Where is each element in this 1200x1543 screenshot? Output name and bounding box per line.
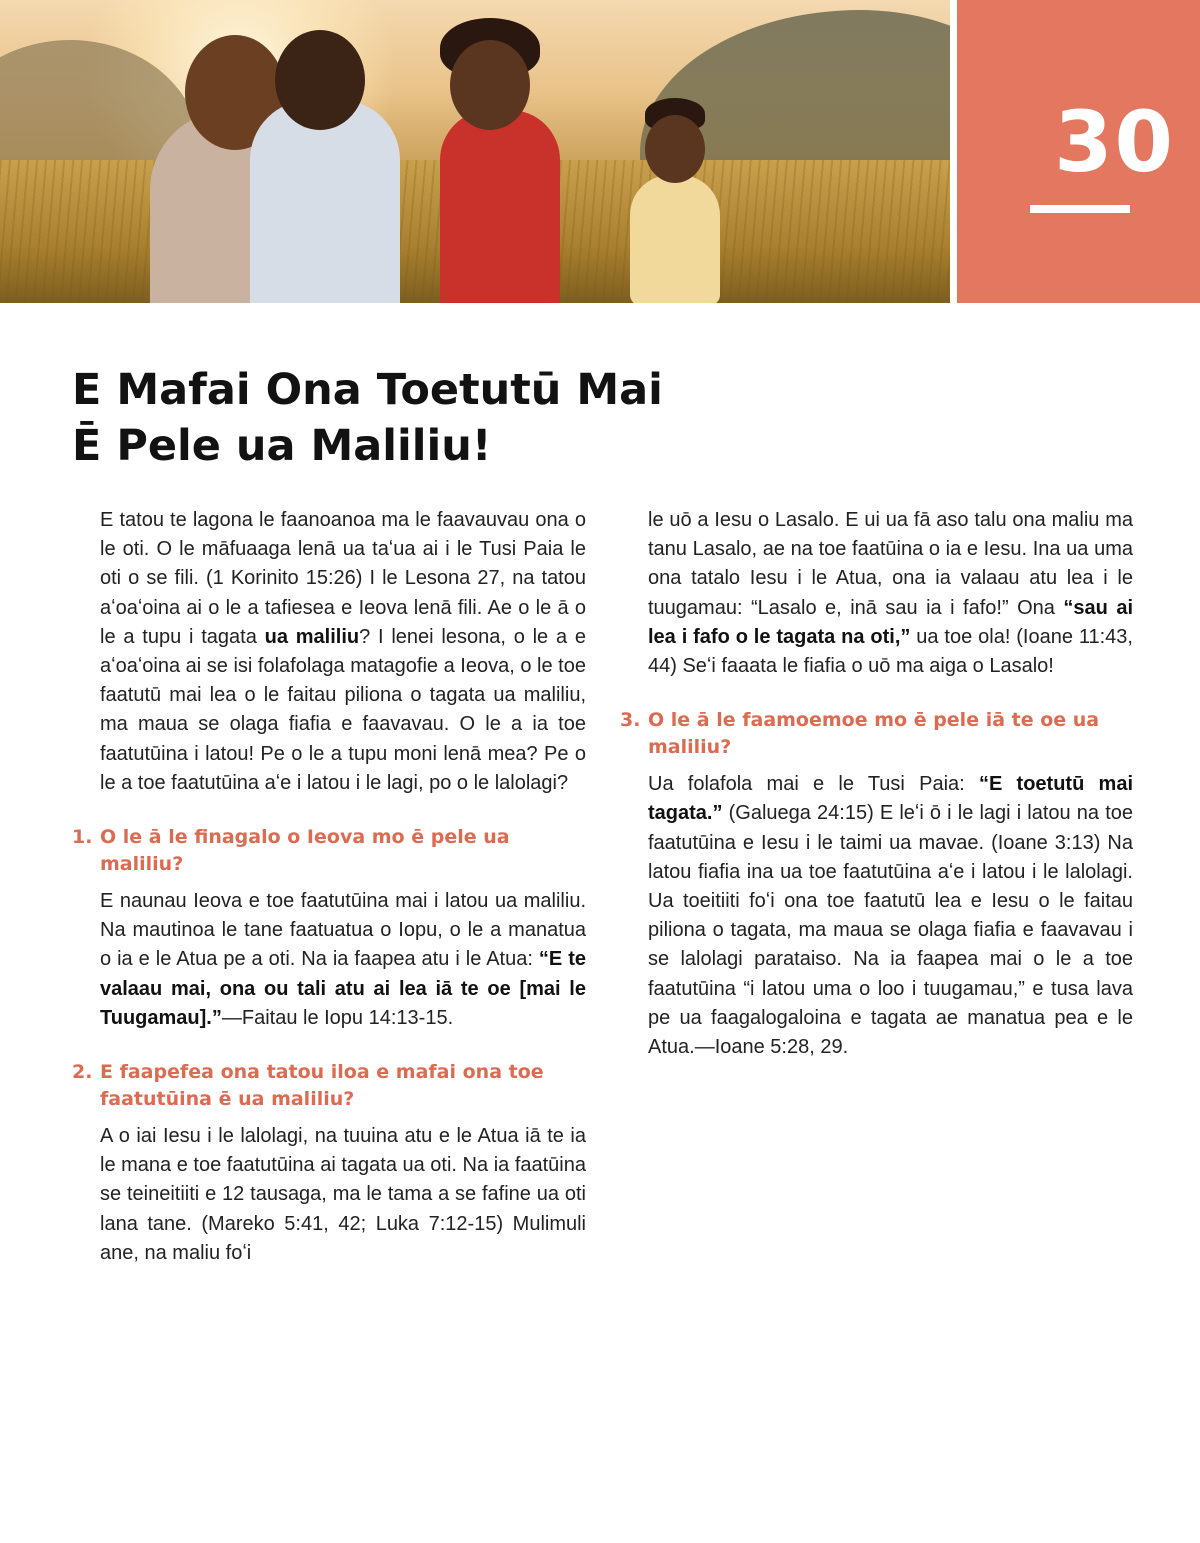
answer-2-text-1: A o iai Iesu i le lalolagi, na tuuina atu e le Atua iā te ia le mana e toe faatutūina ai tagata ua oti. Na ia faatūina se teineitiiti e 12 tausaga, ma le tama a se fafine ua oti lana tane. (Mareko 5:41, 42; Luka 7:12-15) Mulimuli ane, na maliu foʻi [100,1125,586,1264]
answer-1-text-2: —Faitau le Iopu 14:13-15. [221,1006,454,1029]
answer-3 [620,770,1133,1062]
intro-text-1: E tatou te lagona le faanoanoa ma le faavauvau ona o le oti. O le māfuaaga lenā ua taʻua ai i le Tusi Paia le oti o se fili. (1 Korinito 15:26) I le Lesona 27, na tatou aʻoaʻoina ai o le a tafiesea e Ieova lenā fili. Ae o le ā o le a tupu i tagata [100,509,586,648]
hero-photo [0,0,950,303]
answer-2-text-2: le uō a Iesu o Lasalo. E ui ua fā aso talu ona maliu ma tanu Lasalo, ae na toe faatūina o ia e Iesu. Ina ua uma ona tatalo Iesu i le Atua, ona ia valaau atu lea i le tuugamau: “Lasalo e, inā sau ia i fafo!” Ona [648,509,1133,619]
answer-3-text-2: (Galuega 24:15) E leʻi ō i le lagi i latou na toe faatutūina e Iesu i le taimi ua mavae. (Ioane 3:13) Na latou fiafia ina ua toe faatutūina aʻe i latou i le lalolagi. Ua toeitiiti foʻi ona toe faatutū lea e Iesu o le faitau piliona o tagata, ma maua se olaga fiafia e faavavau i se lalolagi parataiso. Na ia faapea mai o le a toe faatutūina “i latou uma o loo i tuugamau,” e tusa lava pe ua faagalogaloina e tagata ae manatua pea e le Atua.—Ioane 5:28, 29. [648,802,1133,1059]
answer-1 [72,887,586,1033]
question-1-text: O le ā le finagalo o Ieova mo ē pele ua maliliu? [100,826,510,876]
answer-2-part-2 [620,506,1133,681]
title-line-2: Ē Pele ua Maliliu! [72,421,492,471]
intro-paragraph [72,506,586,798]
question-2-text: E faapefea ona tatou iloa e mafai ona toe faatutūina ē ua maliliu? [100,1061,544,1111]
answer-2-bold: “sau ai lea i fafo o le tagata na oti,” [648,596,1134,648]
answer-3-bold: “E toetutū mai tagata.” [648,773,1133,825]
left-column [72,506,586,1268]
intro-text-2: ? I lenei lesona, o le a e aʻoaʻoina ai se isi folafolaga matagofie a Ieova, o le toe faatutū mai lea o le faitau piliona o tagata ua maliliu, ma maua se olaga fiafia e faavavau. O le a ia toe faatutūina i latou! Pe o le a tupu moni lenā mea? Pe o le a toe faatutūina aʻe i latou i le lagi, po o le lalolagi? [100,625,587,794]
answer-2-text-3: ua toe ola! (Ioane 11:43, 44) Seʻi faaata le fiafia o uō ma aiga o Lasalo! [648,625,1133,678]
question-3 [620,707,1133,761]
title-line-1: E Mafai Ona Toetutū Mai [72,365,663,415]
daughter-head [645,115,705,183]
son-figure [250,100,400,303]
question-2 [72,1059,586,1113]
intro-bold: ua maliliu [264,625,360,648]
question-3-number: 3. [620,709,641,732]
badge-underline [1030,205,1130,213]
question-1-number: 1. [72,826,93,849]
son-head [275,30,365,130]
answer-3-text-1: Ua folafola mai e le Tusi Paia: [648,773,979,796]
lesson-number: 30 [1054,93,1175,191]
answer-2-part-1 [72,1122,586,1268]
mother-figure [440,110,560,303]
daughter-figure [630,175,720,303]
page-title [72,362,772,474]
answer-1-text-1: E naunau Ieova e toe faatutūina mai i latou ua maliliu. Na mautinoa le tane faatuatua o Iopu, o le a manatua o ia e le Atua pe a oti. Na ia faapea atu i le Atua: [100,890,586,971]
lesson-number-badge [957,0,1200,303]
question-1 [72,824,586,878]
question-2-number: 2. [72,1061,93,1084]
question-3-text: O le ā le faamoemoe mo ē pele iā te oe ua maliliu? [648,709,1100,759]
answer-1-bold: “E te valaau mai, ona ou tali atu ai lea iā te oe [mai le Tuugamau].” [100,948,586,1029]
right-column [620,506,1133,1062]
mother-head [450,40,530,130]
